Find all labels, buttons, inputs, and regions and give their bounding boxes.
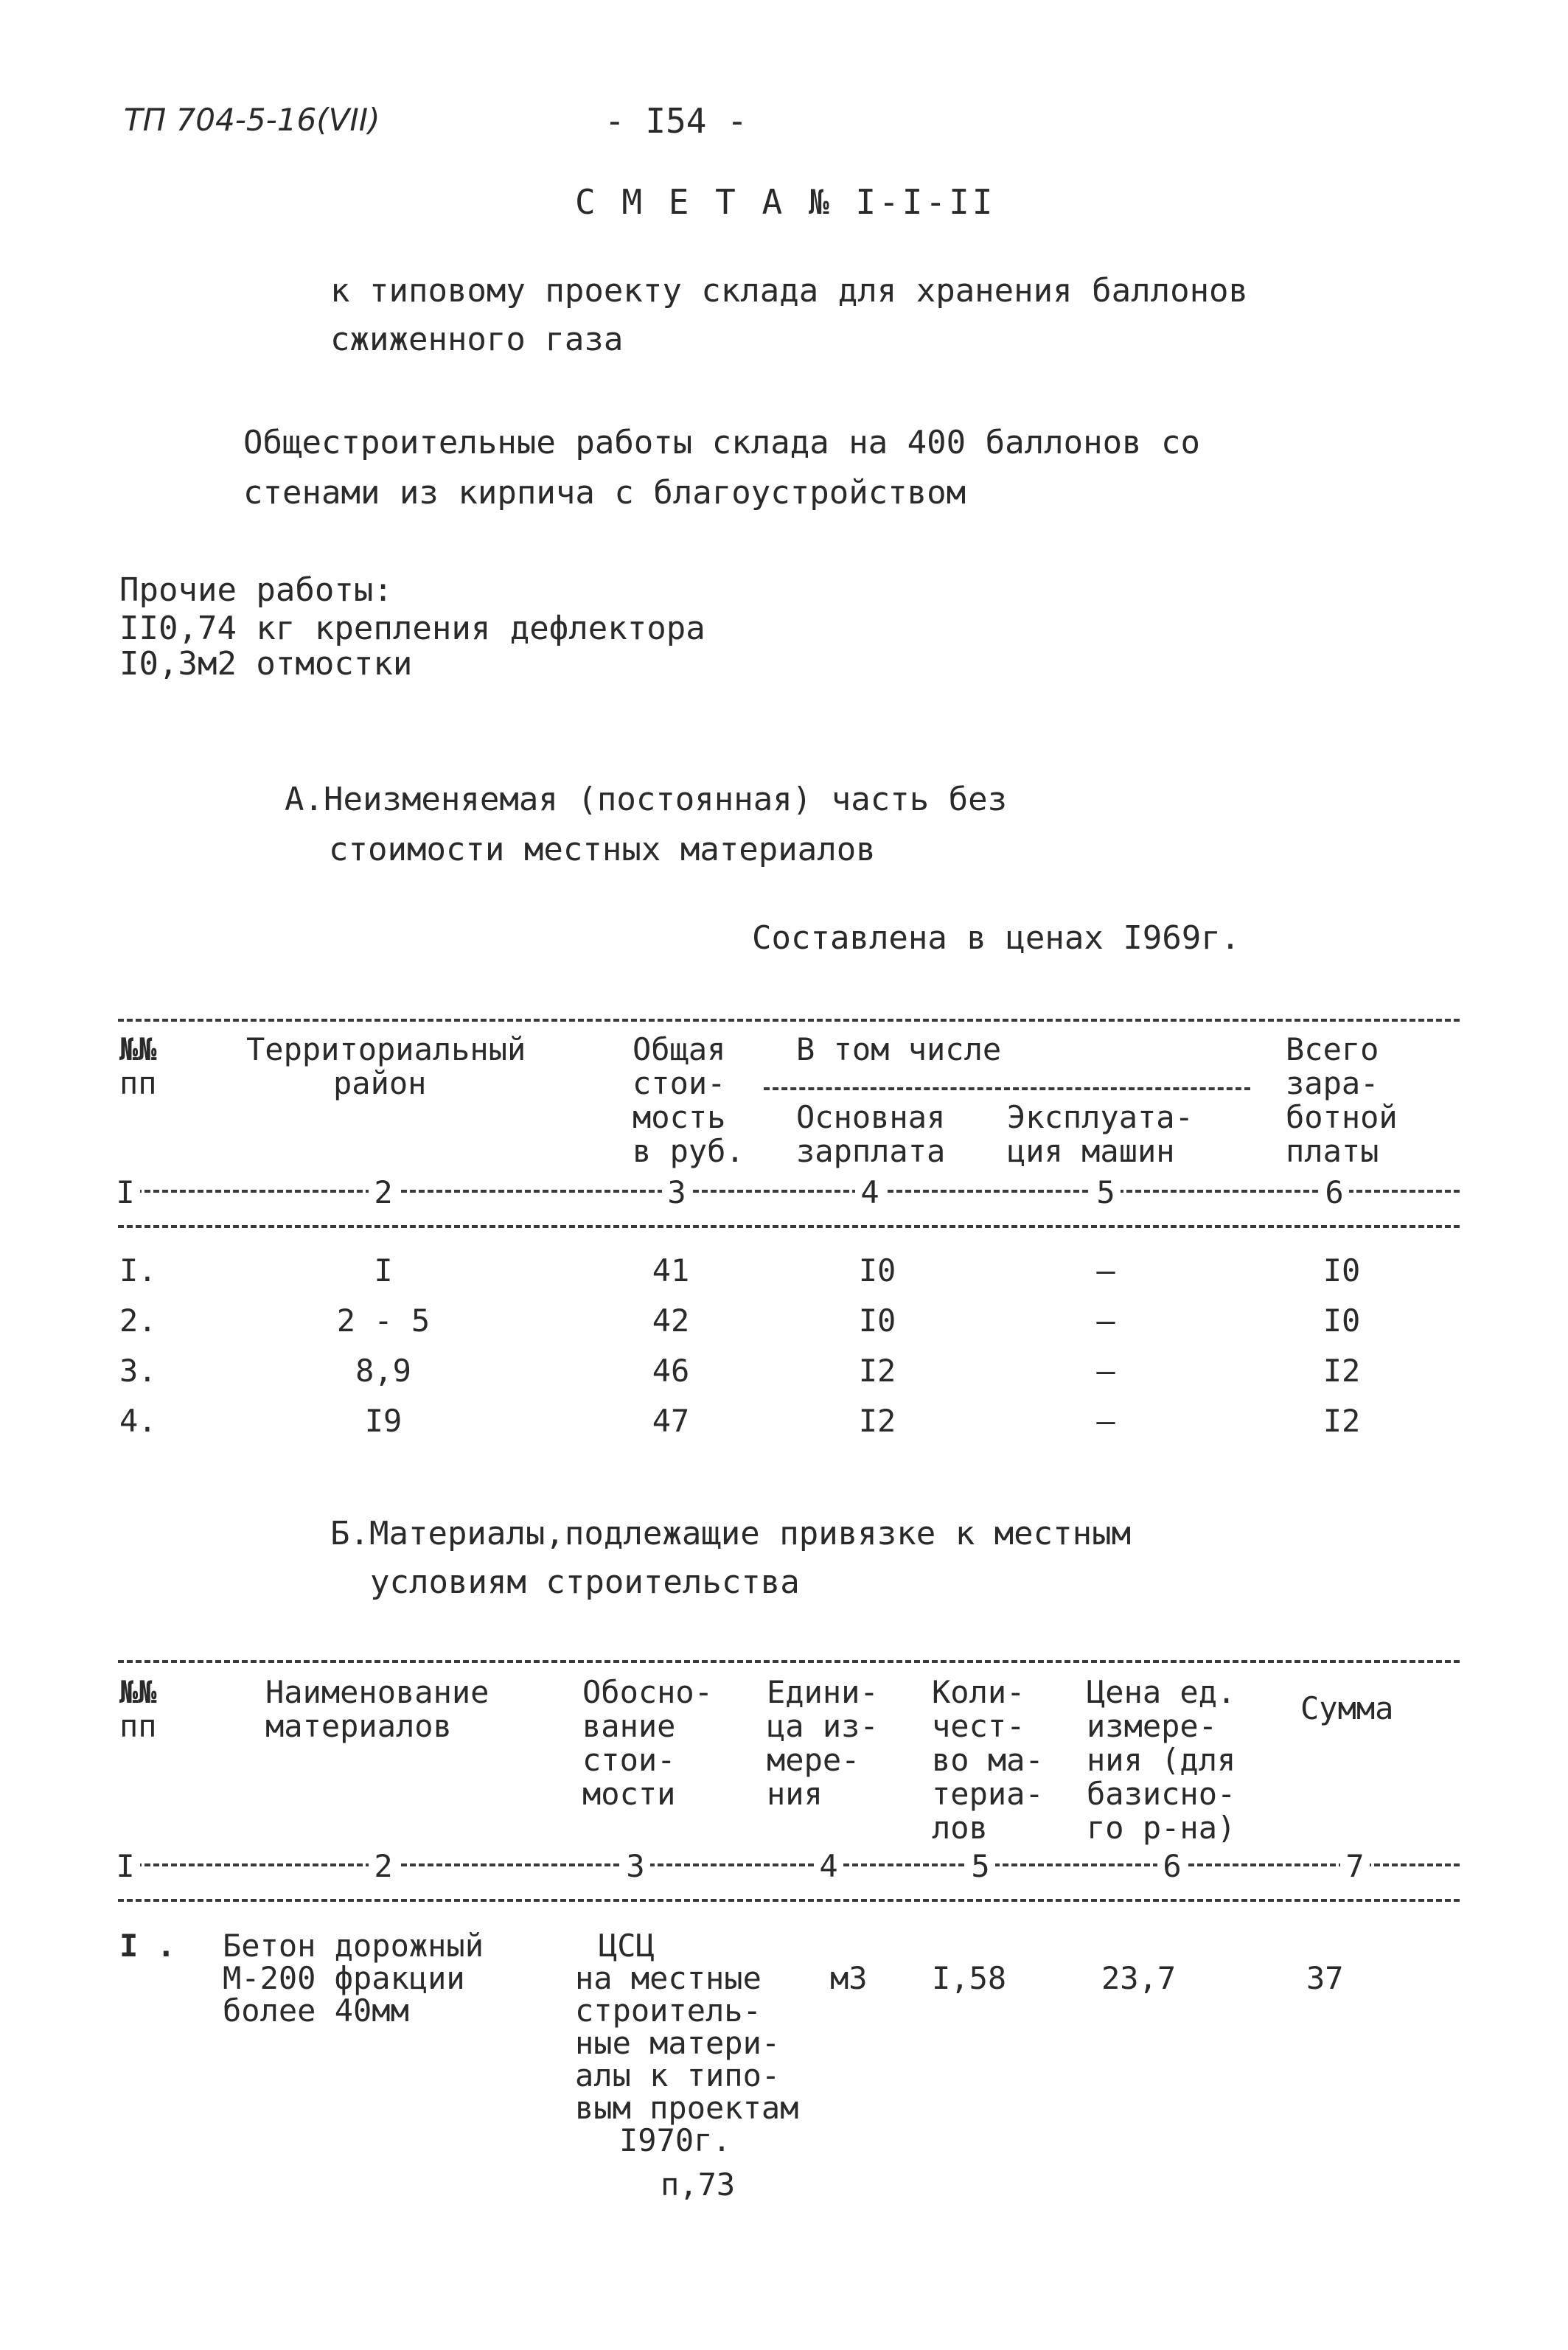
section-b-title: Б.Материалы,подлежащие привязке к местным [330,1515,1132,1552]
column-number: I [111,1175,140,1210]
header-salary: зарплата [796,1133,946,1169]
other-works-item: II0,74 кг крепления дефлектора [119,610,705,647]
row-basis: ЦСЦ [599,1928,655,1964]
column-number: 2 [369,1175,398,1210]
row-wage: I0 [1323,1252,1361,1289]
description-line-2: стенами из кирпича с благоустройством [243,474,966,512]
header-num: №№ [119,1031,157,1067]
table-rule [118,1660,1460,1663]
row-name: М-200 фракции [223,1960,465,1996]
table-rule [118,1863,1460,1866]
header-name: Наименование [265,1674,489,1710]
header-wage-total: ботной [1286,1099,1398,1135]
table-rule [764,1087,1250,1090]
section-a-title-2: стоимости местных материалов [329,831,876,868]
column-number: 5 [1091,1175,1121,1210]
header-qty: лов [932,1810,988,1846]
row-basis: п,73 [661,2166,736,2203]
header-unit: ца из- [767,1708,879,1744]
prices-note: Составлена в ценах I969г. [752,919,1241,957]
other-works-heading: Прочие работы: [119,571,393,609]
header-total: мость [633,1099,726,1135]
subtitle-line-1: к типовому проекту склада для хранения баллонов [330,272,1249,310]
column-number: 4 [814,1849,843,1884]
header-name: материалов [265,1708,452,1744]
header-region: Территориальный [246,1031,526,1067]
document-code: ТП 704-5-16(VII) [124,102,380,138]
row-total: 47 [652,1403,690,1439]
column-number: 4 [855,1175,885,1210]
header-region: район [333,1065,427,1101]
row-num: 2. [119,1303,157,1339]
header-unit: ния [767,1776,823,1812]
header-num: пп [119,1065,157,1101]
header-basis: вание [582,1708,676,1744]
row-basis: на местные [575,1960,762,1996]
row-qty: I,58 [932,1960,1007,1996]
header-qty: териа- [932,1776,1044,1812]
header-price: Цена ед. [1087,1674,1236,1710]
row-machines: – [1096,1353,1115,1389]
column-number: 6 [1157,1849,1187,1884]
header-price: го р-на) [1087,1810,1236,1846]
header-price: базисно- [1087,1776,1236,1812]
row-total: 42 [652,1303,690,1339]
row-num: 4. [119,1403,157,1439]
row-basis: вым проектам [575,2090,799,2126]
column-number: 7 [1340,1849,1370,1884]
table-rule [118,1019,1460,1022]
row-price: 23,7 [1101,1960,1177,1996]
header-wage-total: платы [1286,1133,1379,1169]
header-group: В том числе [796,1031,1002,1067]
header-basis: мости [582,1776,676,1812]
row-salary: I2 [858,1403,896,1439]
header-wage-total: зара- [1286,1065,1379,1101]
header-total: в руб. [633,1133,745,1169]
page-number: - I54 - [604,101,748,141]
column-number: 5 [966,1849,995,1884]
column-number: I [111,1849,140,1884]
document-title: С М Е Т А № I-I-II [575,182,996,222]
row-wage: I2 [1323,1353,1361,1389]
row-num: 3. [119,1353,157,1389]
row-basis: строитель- [575,1992,762,2029]
header-total: стои- [633,1065,726,1101]
header-wage-total: Всего [1286,1031,1379,1067]
row-machines: – [1096,1252,1115,1289]
row-wage: I2 [1323,1403,1361,1439]
header-qty: чест- [932,1708,1025,1744]
header-sum: Сумма [1300,1690,1394,1726]
row-num: I . [119,1928,175,1964]
row-region: 8,9 [355,1353,411,1389]
row-salary: I0 [858,1303,896,1339]
header-qty: во ма- [932,1742,1044,1778]
table-rule [118,1190,1460,1193]
row-region: I [374,1252,393,1289]
row-basis: ные матери- [575,2025,781,2061]
header-unit: мере- [767,1742,860,1778]
row-total: 46 [652,1353,690,1389]
header-price: измере- [1087,1708,1218,1744]
header-num: пп [119,1708,157,1744]
header-unit: Едини- [767,1674,879,1710]
section-a-title: А.Неизменяемая (постоянная) часть без [285,781,1008,818]
row-num: I. [119,1252,157,1289]
other-works-item: I0,3м2 отмостки [119,645,413,683]
row-sum: 37 [1306,1960,1344,1996]
row-basis: алы к типо- [575,2057,781,2093]
section-b-title-2: условиям строительства [370,1563,800,1601]
row-salary: I0 [858,1252,896,1289]
row-machines: – [1096,1303,1115,1339]
row-total: 41 [652,1252,690,1289]
row-name: более 40мм [223,1992,409,2029]
column-number: 3 [662,1175,691,1210]
header-num: №№ [119,1674,157,1710]
header-qty: Коли- [932,1674,1025,1710]
description-line-1: Общестроительные работы склада на 400 баллонов со [243,424,1201,461]
table-rule [118,1225,1460,1228]
header-salary: Основная [796,1099,946,1135]
header-price: ния (для [1087,1742,1236,1778]
row-wage: I0 [1323,1303,1361,1339]
column-number: 2 [369,1849,398,1884]
row-name: Бетон дорожный [223,1928,484,1964]
header-basis: Обосно- [582,1674,714,1710]
row-region: I9 [364,1403,403,1439]
row-salary: I2 [858,1353,896,1389]
table-rule [118,1899,1460,1902]
header-basis: стои- [582,1742,676,1778]
row-unit: м3 [830,1960,868,1996]
row-machines: – [1096,1403,1115,1439]
subtitle-line-2: сжиженного газа [330,321,624,358]
row-basis: I970г. [619,2122,731,2158]
row-region: 2 - 5 [336,1303,431,1339]
header-machines: ция машин [1007,1133,1175,1169]
column-number: 3 [621,1849,650,1884]
header-machines: Эксплуата- [1007,1099,1194,1135]
column-number: 6 [1320,1175,1349,1210]
header-total: Общая [633,1031,726,1067]
